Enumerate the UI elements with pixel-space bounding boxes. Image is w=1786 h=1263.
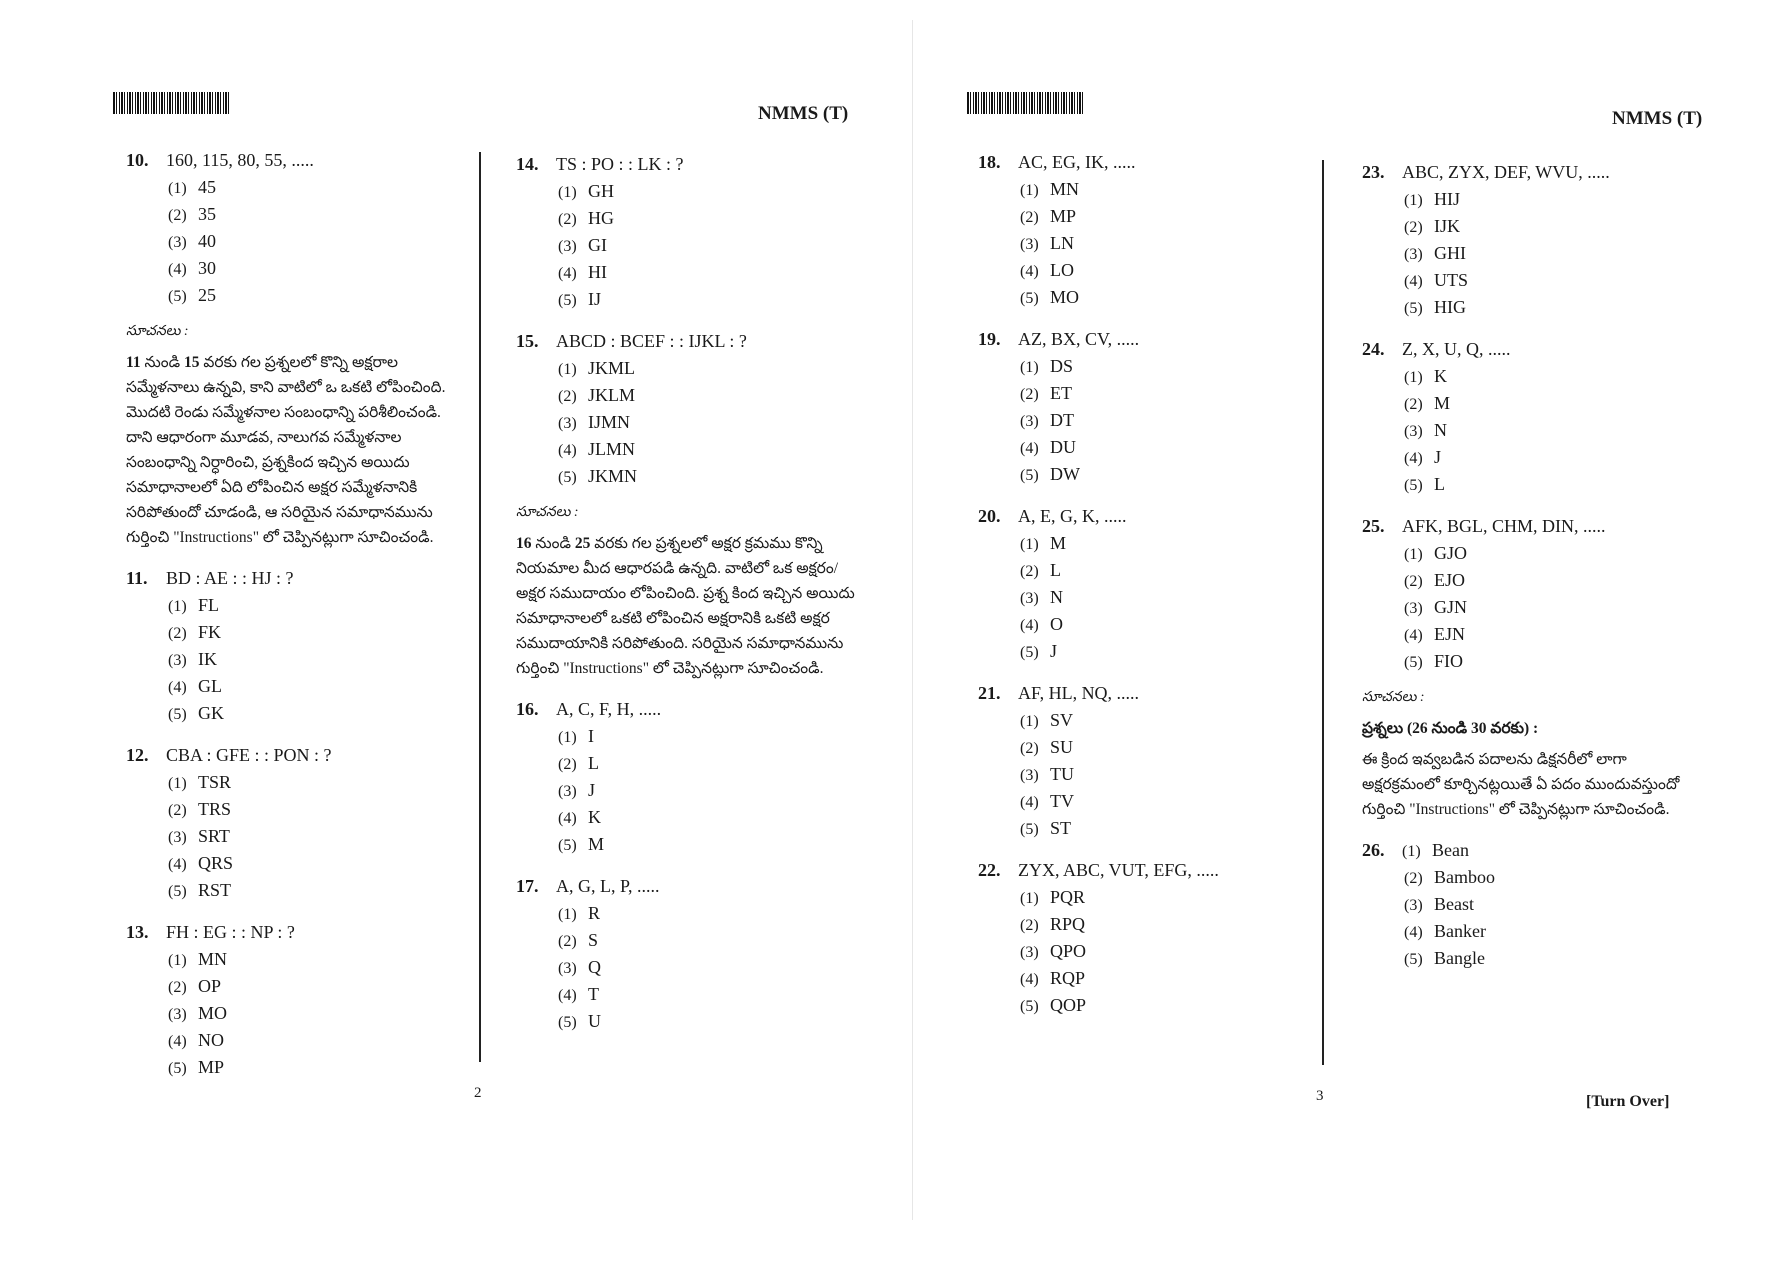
question-11: 11. BD : AE : : HJ : ? (1) FL (2) FK (3) IK (4) GL (5) GK: [126, 564, 471, 727]
option-2[interactable]: (2) Bamboo: [1404, 867, 1495, 887]
option-5[interactable]: (5) ST: [1020, 818, 1072, 838]
option-3[interactable]: (3) IJMN: [558, 412, 631, 432]
barcode-right: [967, 92, 1085, 114]
column-3: [978, 148, 1298, 1033]
option-4[interactable]: (4) HI: [558, 262, 607, 282]
question-text: BD : AE : : HJ : ?: [166, 568, 294, 588]
option-1[interactable]: (1) JKML: [558, 358, 636, 378]
option-5[interactable]: (5) 25: [168, 285, 216, 305]
option-3[interactable]: (3) GJN: [1404, 597, 1468, 617]
option-2[interactable]: (2) JKLM: [558, 385, 636, 405]
page-header-right: NMMS (T): [1612, 108, 1703, 129]
instructions-text: 11 నుండి 15 వరకు గల ప్రశ్నలలో కొన్ని అక్షరాల సమ్మేళనాలు ఉన్నవి, కాని వాటిలో ఒ ఒకటి లోపించింది. మొదటి రెండు సమ్మేళనాల సంబంధాన్ని పరిశీలించండి. దాని ఆధారంగా మూడవ, నాలుగవ సమ్మేళనాల సంబంధాన్ని నిర్ధారించి, ప్రశ్నకింద ఇచ్చిన అయిదు సమాధానాలలో ఏది లోపించిన అక్షర సమ్మేళనానికి సరిపోతుందో చూడండి, ఆ సరియైన సమాధానమును గుర్తించి "Instructions" లో చెప్పినట్లుగా సూచించండి.: [126, 354, 446, 546]
question-text: AZ, BX, CV, .....: [1018, 329, 1140, 349]
option-1[interactable]: (1) GH: [558, 181, 614, 201]
option-1[interactable]: Bean: [1432, 840, 1469, 860]
question-text: Z, X, U, Q, .....: [1402, 339, 1511, 359]
option-5[interactable]: (5) MP: [168, 1057, 225, 1077]
instructions-subheading: ప్రశ్నలు (26 నుండి 30 వరకు) :: [1362, 720, 1539, 737]
option-1[interactable]: (1) MN: [168, 949, 228, 969]
option-1[interactable]: (1) R: [558, 903, 601, 923]
option-5[interactable]: (5) L: [1404, 474, 1445, 494]
option-2[interactable]: (2) RPQ: [1020, 914, 1086, 934]
option-4[interactable]: (4) Banker: [1404, 921, 1486, 941]
question-10: 10. 160, 115, 80, 55, ..... (1) 45 (2) 35 (3) 40 (4) 30 (5) 25: [126, 146, 471, 309]
option-2[interactable]: (2) MP: [1020, 206, 1077, 226]
option-3[interactable]: (3) N: [1404, 420, 1447, 440]
option-1[interactable]: (1) PQR: [1020, 887, 1086, 907]
question-21: 21. AF, HL, NQ, ..... (1) SV (2) SU (3) TU (4) TV (5) ST: [978, 679, 1298, 842]
option-2[interactable]: (2) 35: [168, 204, 216, 224]
option-2[interactable]: (2) TRS: [168, 799, 232, 819]
option-3[interactable]: (3) MO: [168, 1003, 228, 1023]
question-text: ABCD : BCEF : : IJKL : ?: [556, 331, 747, 351]
question-15: 15. ABCD : BCEF : : IJKL : ? (1) JKML (2) JKLM (3) IJMN (4) JLMN (5) JKMN: [516, 327, 861, 490]
question-text: A, E, G, K, .....: [1018, 506, 1127, 526]
option-3[interactable]: (3) 40: [168, 231, 216, 251]
question-18: 18. AC, EG, IK, ..... (1) MN (2) MP (3) LN (4) LO (5) MO: [978, 148, 1298, 311]
option-1[interactable]: (1) TSR: [168, 772, 232, 792]
option-1[interactable]: (1) GJO: [1404, 543, 1468, 563]
question-12: 12. CBA : GFE : : PON : ? (1) TSR (2) TRS (3) SRT (4) QRS (5) RST: [126, 741, 471, 904]
page-number-left: 2: [474, 1085, 482, 1101]
option-5[interactable]: (5) FIO: [1404, 651, 1464, 671]
question-22: 22. ZYX, ABC, VUT, EFG, ..... (1) PQR (2) RPQ (3) QPO (4) RQP (5) QOP: [978, 856, 1298, 1019]
option-5[interactable]: (5) JKMN: [558, 466, 638, 486]
question-20: 20. A, E, G, K, ..... (1) M (2) L (3) N (4) O (5) J: [978, 502, 1298, 665]
option-5[interactable]: (5) QOP: [1020, 995, 1087, 1015]
instructions-heading: సూచనలు :: [516, 505, 579, 520]
option-2[interactable]: (2) SU: [1020, 737, 1074, 757]
barcode-left: [113, 92, 231, 114]
option-2[interactable]: (2) ET: [1020, 383, 1072, 403]
option-3[interactable]: (3) IK: [168, 649, 217, 669]
option-1[interactable]: (1) K: [1404, 366, 1447, 386]
option-3[interactable]: (3) DT: [1020, 410, 1074, 430]
option-3[interactable]: (3) SRT: [168, 826, 230, 846]
instructions-heading: సూచనలు :: [1362, 690, 1425, 705]
option-4[interactable]: (4) RQP: [1020, 968, 1086, 988]
question-text: ABC, ZYX, DEF, WVU, .....: [1402, 162, 1610, 182]
option-1[interactable]: (1) 45: [168, 177, 216, 197]
option-4[interactable]: (4) UTS: [1404, 270, 1469, 290]
option-3[interactable]: (3) Q: [558, 957, 601, 977]
option-3[interactable]: (3) GHI: [1404, 243, 1466, 263]
option-4[interactable]: (4) K: [558, 807, 601, 827]
question-14: 14. TS : PO : : LK : ? (1) GH (2) HG (3) GI (4) HI (5) IJ: [516, 150, 861, 313]
option-3[interactable]: (3) GI: [558, 235, 607, 255]
question-text: A, G, L, P, .....: [556, 876, 660, 896]
question-13: 13. FH : EG : : NP : ? (1) MN (2) OP (3) MO (4) NO (5) MP: [126, 918, 471, 1081]
option-4[interactable]: (4) JLMN: [558, 439, 636, 459]
option-3[interactable]: (3) LN: [1020, 233, 1074, 253]
question-23: 23. ABC, ZYX, DEF, WVU, ..... (1) HIJ (2) IJK (3) GHI (4) UTS (5) HIG: [1362, 158, 1707, 321]
option-2[interactable]: (2) S: [558, 930, 599, 950]
option-2[interactable]: (2) HG: [558, 208, 614, 228]
instructions-heading: సూచనలు :: [126, 324, 189, 339]
turn-over-note: [Turn Over]: [1586, 1093, 1670, 1110]
option-4[interactable]: (4) TV: [1020, 791, 1074, 811]
option-3[interactable]: (3) J: [558, 780, 596, 800]
column-divider-right: [1322, 160, 1324, 1065]
option-1[interactable]: (1) I: [558, 726, 594, 746]
option-1[interactable]: (1) M: [1020, 533, 1067, 553]
option-2[interactable]: (2) M: [1404, 393, 1451, 413]
question-text: A, C, F, H, .....: [556, 699, 662, 719]
option-2[interactable]: (2) FK: [168, 622, 222, 642]
question-text: AC, EG, IK, .....: [1018, 152, 1136, 172]
option-4[interactable]: (4) DU: [1020, 437, 1076, 457]
option-3[interactable]: (3) TU: [1020, 764, 1074, 784]
option-5[interactable]: (5) HIG: [1404, 297, 1466, 317]
option-2[interactable]: (2) OP: [168, 976, 222, 996]
option-4[interactable]: (4) GL: [168, 676, 222, 696]
option-1[interactable]: (1) SV: [1020, 710, 1074, 730]
instructions-text: ఈ క్రింద ఇవ్వబడిన పదాలను డిక్షనరీలో లాగా అక్షరక్రమంలో కూర్చినట్లయితే ఏ పదం ముందువస్తుందో గుర్తించి "Instructions" లో చెప్పినట్లుగా సూచించండి.: [1362, 751, 1680, 818]
option-4[interactable]: (4) O: [1020, 614, 1063, 634]
option-2[interactable]: (2) L: [558, 753, 599, 773]
page-header-left: NMMS (T): [758, 103, 849, 124]
question-text: AFK, BGL, CHM, DIN, .....: [1402, 516, 1606, 536]
option-3[interactable]: (3) QPO: [1020, 941, 1087, 961]
option-4[interactable]: (4) LO: [1020, 260, 1074, 280]
column-4: [1362, 158, 1707, 986]
question-19: 19. AZ, BX, CV, ..... (1) DS (2) ET (3) DT (4) DU (5) DW: [978, 325, 1298, 488]
option-2[interactable]: (2) L: [1020, 560, 1061, 580]
option-4[interactable]: (4) J: [1404, 447, 1442, 467]
option-5[interactable]: (5) MO: [1020, 287, 1080, 307]
option-5[interactable]: (5) DW: [1020, 464, 1080, 484]
question-25: 25. AFK, BGL, CHM, DIN, ..... (1) GJO (2) EJO (3) GJN (4) EJN (5) FIO: [1362, 512, 1707, 675]
column-2: [516, 150, 861, 1049]
page-fold: [912, 20, 913, 1220]
option-5[interactable]: (5) RST: [168, 880, 232, 900]
question-text: CBA : GFE : : PON : ?: [166, 745, 332, 765]
option-1[interactable]: (1) MN: [1020, 179, 1080, 199]
option-4[interactable]: (4) 30: [168, 258, 216, 278]
option-5[interactable]: (5) IJ: [558, 289, 601, 309]
question-text: ZYX, ABC, VUT, EFG, .....: [1018, 860, 1219, 880]
option-5[interactable]: (5) M: [558, 834, 605, 854]
question-text: FH : EG : : NP : ?: [166, 922, 295, 942]
option-2[interactable]: (2) EJO: [1404, 570, 1465, 590]
option-5[interactable]: (5) GK: [168, 703, 224, 723]
option-4[interactable]: (4) EJN: [1404, 624, 1465, 644]
column-divider-left: [479, 152, 481, 1062]
question-17: 17. A, G, L, P, ..... (1) R (2) S (3) Q (4) T (5) U: [516, 872, 861, 1035]
question-text: TS : PO : : LK : ?: [556, 154, 684, 174]
option-1[interactable]: (1) DS: [1020, 356, 1074, 376]
question-text: 160, 115, 80, 55, .....: [166, 150, 314, 170]
question-26: 26. (1) Bean (2) Bamboo (3) Beast (4) Banker (5) Bangle: [1362, 836, 1707, 972]
option-4[interactable]: (4) QRS: [168, 853, 234, 873]
question-24: 24. Z, X, U, Q, ..... (1) K (2) M (3) N (4) J (5) L: [1362, 335, 1707, 498]
question-text: AF, HL, NQ, .....: [1018, 683, 1140, 703]
option-2[interactable]: (2) IJK: [1404, 216, 1460, 236]
question-16: 16. A, C, F, H, ..... (1) I (2) L (3) J (4) K (5) M: [516, 695, 861, 858]
option-4[interactable]: (4) T: [558, 984, 599, 1004]
option-5[interactable]: (5) J: [1020, 641, 1058, 661]
option-5[interactable]: (5) U: [558, 1011, 601, 1031]
column-1: [126, 146, 471, 1095]
option-3[interactable]: (3) Beast: [1404, 894, 1474, 914]
page-number-right: 3: [1316, 1088, 1324, 1104]
option-5[interactable]: (5) Bangle: [1404, 948, 1485, 968]
option-1[interactable]: (1) FL: [168, 595, 220, 615]
option-3[interactable]: (3) N: [1020, 587, 1063, 607]
option-1[interactable]: (1) HIJ: [1404, 189, 1460, 209]
instructions-text: 16 నుండి 25 వరకు గల ప్రశ్నలలో అక్షర క్రమము కొన్ని నియమాల మీద ఆధారపడి ఉన్నది. వాటిలో ఒక అక్షరం/అక్షర సముదాయం లోపించింది. ప్రశ్న కింద ఇచ్చిన అయిదు సమాధానాలలో ఒకటి లోపించిన అక్షరానికి ఒకటి అక్షర సముదాయానికి సరిపోతుంది. సరియైన సమాధానమును గుర్తించి "Instructions" లో చెప్పినట్లుగా సూచించండి.: [516, 535, 855, 677]
option-4[interactable]: (4) NO: [168, 1030, 224, 1050]
